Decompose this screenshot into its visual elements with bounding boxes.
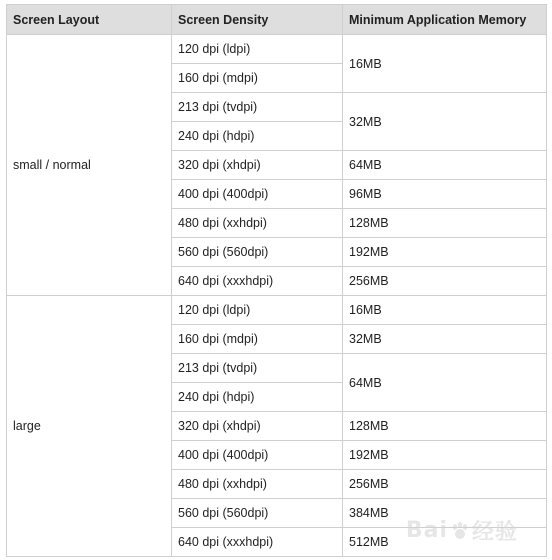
table-row — [7, 35, 547, 64]
minimum-memory-cell: 96MB — [343, 180, 547, 209]
minimum-memory-cell: 16MB — [343, 35, 547, 93]
header-screen-density: Screen Density — [172, 5, 343, 35]
screen-density-cell: 560 dpi (560dpi) — [172, 499, 343, 528]
minimum-memory-cell: 256MB — [343, 470, 547, 499]
screen-density-cell: 240 dpi (hdpi) — [172, 383, 343, 412]
minimum-memory-cell: 128MB — [343, 209, 547, 238]
header-row — [7, 5, 547, 35]
minimum-memory-cell: 384MB — [343, 499, 547, 528]
minimum-memory-cell: 16MB — [343, 296, 547, 325]
watermark-text-left: Bai — [405, 518, 448, 543]
screen-layout-cell: small / normal — [7, 35, 172, 296]
minimum-memory-cell: 32MB — [343, 325, 547, 354]
minimum-memory-cell: 192MB — [343, 238, 547, 267]
screen-density-cell: 480 dpi (xxhdpi) — [172, 209, 343, 238]
screen-density-cell: 560 dpi (560dpi) — [172, 238, 343, 267]
screen-density-cell: 120 dpi (ldpi) — [172, 296, 343, 325]
minimum-memory-cell: 32MB — [343, 93, 547, 151]
minimum-memory-cell: 192MB — [343, 441, 547, 470]
screen-density-cell: 240 dpi (hdpi) — [172, 122, 343, 151]
screen-density-cell: 400 dpi (400dpi) — [172, 441, 343, 470]
screen-density-cell: 640 dpi (xxxhdpi) — [172, 267, 343, 296]
minimum-memory-cell: 512MB — [343, 528, 547, 557]
header-minimum-memory: Minimum Application Memory — [343, 5, 547, 35]
table-body — [7, 35, 547, 557]
screen-density-cell: 400 dpi (400dpi) — [172, 180, 343, 209]
memory-requirements-table — [6, 4, 547, 557]
screen-density-cell: 213 dpi (tvdpi) — [172, 354, 343, 383]
screen-layout-cell: large — [7, 296, 172, 557]
screen-density-cell: 640 dpi (xxxhdpi) — [172, 528, 343, 557]
screen-density-cell: 320 dpi (xhdpi) — [172, 151, 343, 180]
table-header — [7, 5, 547, 35]
watermark-text-right: 经验 — [471, 520, 518, 545]
minimum-memory-cell: 64MB — [343, 151, 547, 180]
screen-density-cell: 213 dpi (tvdpi) — [172, 93, 343, 122]
screen-density-cell: 480 dpi (xxhdpi) — [172, 470, 343, 499]
screen-density-cell: 120 dpi (ldpi) — [172, 35, 343, 64]
screen-density-cell: 160 dpi (mdpi) — [172, 325, 343, 354]
minimum-memory-cell: 128MB — [343, 412, 547, 441]
screen-density-cell: 160 dpi (mdpi) — [172, 64, 343, 93]
minimum-memory-cell: 256MB — [343, 267, 547, 296]
screen-density-cell: 320 dpi (xhdpi) — [172, 412, 343, 441]
header-screen-layout: Screen Layout — [7, 5, 172, 35]
table-row — [7, 296, 547, 325]
minimum-memory-cell: 64MB — [343, 354, 547, 412]
